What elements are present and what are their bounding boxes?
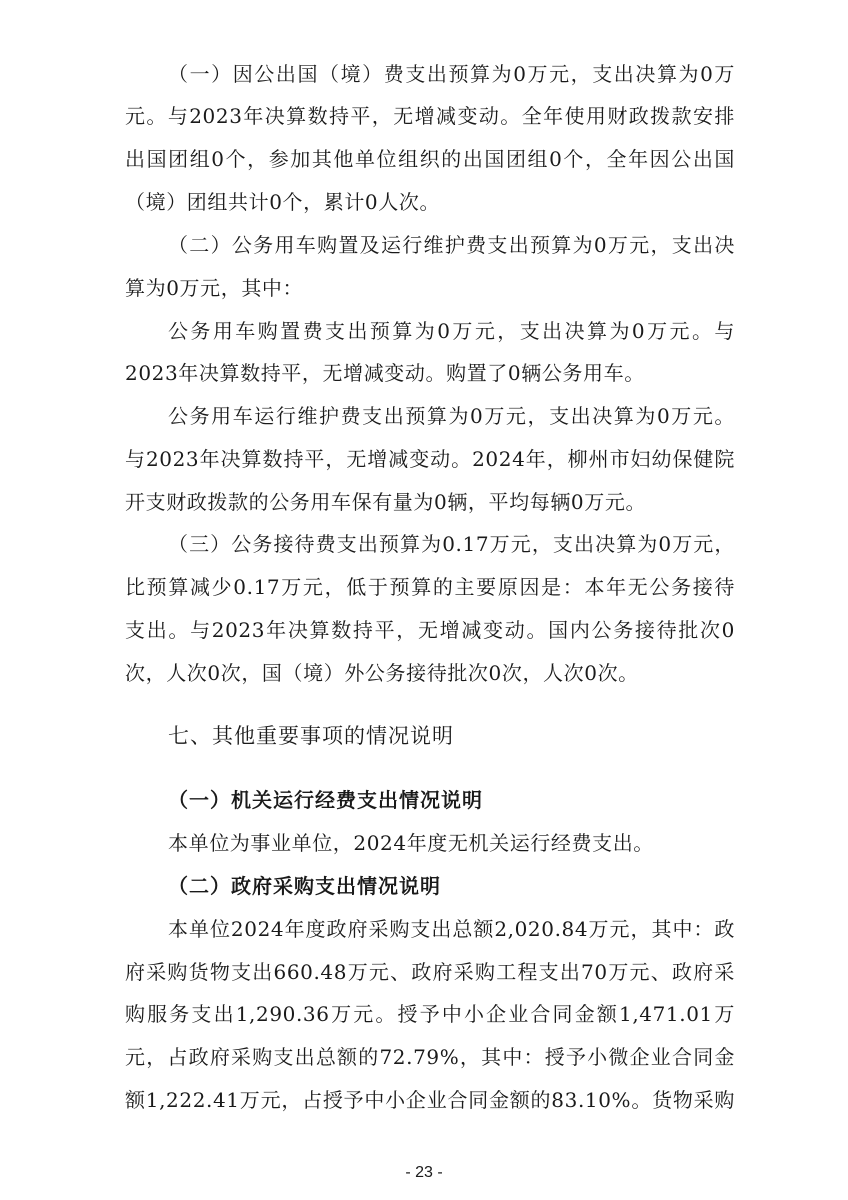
subsection-heading: （二）政府采购支出情况说明 [168, 874, 441, 898]
text-line: 本单位为事业单位，2024年度无机关运行经费支出。 [168, 831, 654, 855]
text-line: （三）公务接待费支出预算为0.17万元，支出决算为0万元， [168, 532, 735, 556]
text-line: 次，人次0次，国（境）外公务接待批次0次，人次0次。 [125, 661, 639, 685]
text-line: （二）公务用车购置及运行维护费支出预算为0万元，支出决 [168, 233, 735, 257]
text-line: 额1,222.41万元，占授予中小企业合同金额的83.10%。货物采购 [125, 1088, 735, 1112]
text-line: 比预算减少0.17万元，低于预算的主要原因是：本年无公务接待 [125, 575, 735, 599]
text-line: 出国团组0个，参加其他单位组织的出国团组0个，全年因公出国 [125, 147, 735, 171]
text-line: 算为0万元，其中： [125, 276, 304, 300]
text-line: 购服务支出1,290.36万元。授予中小企业合同金额1,471.01万 [125, 1002, 735, 1026]
text-line: 与2023年决算数持平，无增减变动。2024年，柳州市妇幼保健院 [125, 447, 735, 471]
text-line: 本单位2024年度政府采购支出总额2,020.84万元，其中：政 [168, 917, 735, 941]
text-line: 开支财政拨款的公务用车保有量为0辆，平均每辆0万元。 [125, 490, 647, 514]
text-line: 公务用车运行维护费支出预算为0万元，支出决算为0万元。 [168, 404, 735, 428]
text-line: 支出。与2023年决算数持平，无增减变动。国内公务接待批次0 [125, 618, 735, 642]
text-line: 2023年决算数持平，无增减变动。购置了0辆公务用车。 [125, 361, 645, 385]
text-line: 公务用车购置费支出预算为0万元，支出决算为0万元。与 [168, 319, 735, 343]
page-number: - 23 - [405, 1164, 443, 1181]
section-heading: 七、其他重要事项的情况说明 [168, 724, 454, 748]
text-line: （境）团组共计0个，累计0人次。 [125, 190, 441, 214]
text-line: （一）因公出国（境）费支出预算为0万元，支出决算为0万 [168, 62, 735, 86]
subsection-heading: （一）机关运行经费支出情况说明 [168, 788, 483, 812]
text-line: 元。与2023年决算数持平，无增减变动。全年使用财政拨款安排 [125, 104, 735, 128]
text-line: 元，占政府采购支出总额的72.79%，其中：授予小微企业合同金 [125, 1045, 735, 1069]
text-line: 府采购货物支出660.48万元、政府采购工程支出70万元、政府采 [125, 960, 735, 984]
